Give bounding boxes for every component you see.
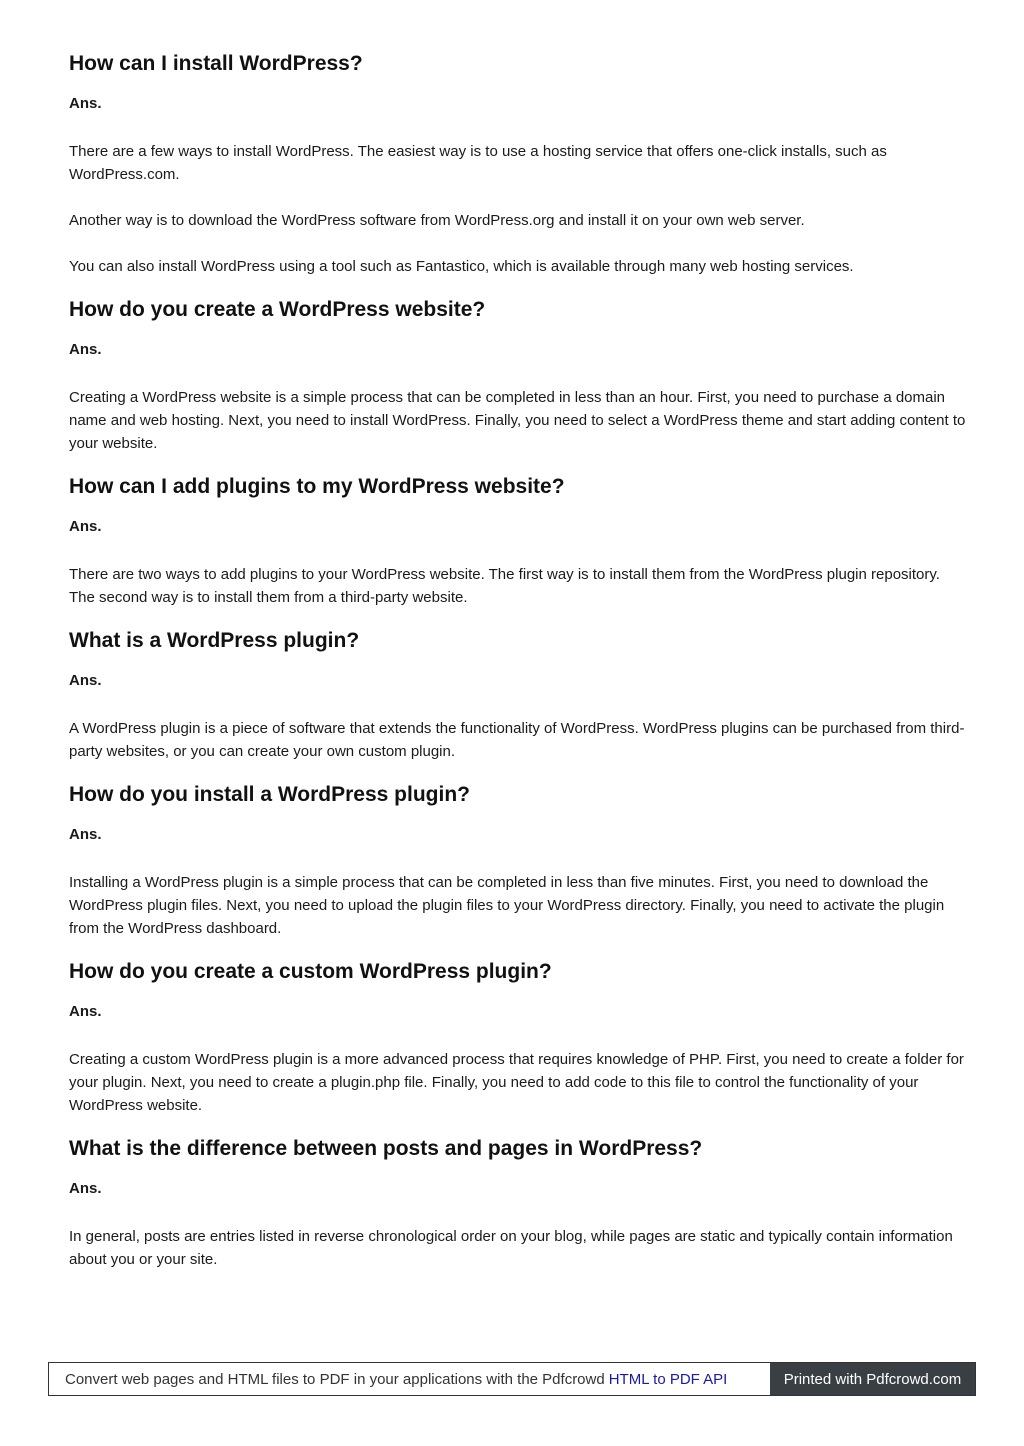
- answer-label: Ans.: [69, 518, 102, 535]
- answer-label: Ans.: [69, 826, 102, 843]
- faq-question: How do you install a WordPress plugin?: [69, 783, 470, 806]
- faq-content: [69, 48, 969, 1271]
- answer-paragraph: You can also install WordPress using a tool such as Fantastico, which is available through many web hosting services.: [69, 258, 854, 275]
- footer-promo: [49, 1363, 770, 1395]
- answer-label: Ans.: [69, 1003, 102, 1020]
- faq-section: [69, 956, 969, 1117]
- faq-question: What is the difference between posts and pages in WordPress?: [69, 1137, 703, 1160]
- faq-section: [69, 471, 969, 609]
- answer-paragraph: In general, posts are entries listed in reverse chronological order on your blog, while pages are static and typically contain information about you or your site.: [69, 1228, 953, 1268]
- faq-section: [69, 48, 969, 278]
- answer-label: Ans.: [69, 672, 102, 689]
- answer-paragraph: Creating a custom WordPress plugin is a more advanced process that requires knowledge of PHP. First, you need to create a folder for your plugin. Next, you need to create a plugin.php file. Finally, you need to add code to this file to control the functionality of your WordPress website.: [69, 1051, 964, 1114]
- faq-section: [69, 294, 969, 455]
- faq-question: What is a WordPress plugin?: [69, 629, 360, 652]
- faq-question: How do you create a custom WordPress plugin?: [69, 960, 552, 983]
- faq-question: How can I add plugins to my WordPress website?: [69, 475, 565, 498]
- answer-paragraph: Creating a WordPress website is a simple process that can be completed in less than an hour. First, you need to purchase a domain name and web hosting. Next, you need to install WordPress. Finally, you need to select a WordPress theme and start adding content to your website.: [69, 389, 966, 452]
- answer-label: Ans.: [69, 341, 102, 358]
- answer-paragraph: Another way is to download the WordPress software from WordPress.org and install it on your own web server.: [69, 212, 805, 229]
- printed-with-pdfcrowd-link[interactable]: Printed with Pdfcrowd.com: [770, 1363, 975, 1395]
- faq-section: [69, 779, 969, 940]
- answer-paragraph: There are a few ways to install WordPress. The easiest way is to use a hosting service that offers one-click installs, such as WordPress.com.: [69, 143, 887, 183]
- faq-question: How do you create a WordPress website?: [69, 298, 486, 321]
- faq-section: [69, 625, 969, 763]
- pdfcrowd-footer-banner: [48, 1362, 976, 1396]
- faq-section: [69, 1133, 969, 1271]
- answer-paragraph: A WordPress plugin is a piece of software that extends the functionality of WordPress. WordPress plugins can be purchased from third-party websites, or you can create your own custom plugin.: [69, 720, 965, 760]
- answer-paragraph: There are two ways to add plugins to your WordPress website. The first way is to install them from the WordPress plugin repository. The second way is to install them from a third-party website.: [69, 566, 940, 606]
- answer-label: Ans.: [69, 95, 102, 112]
- answer-label: Ans.: [69, 1180, 102, 1197]
- faq-question: How can I install WordPress?: [69, 52, 363, 75]
- footer-promo-text: Convert web pages and HTML files to PDF in your applications with the Pdfcrowd: [65, 1370, 605, 1388]
- answer-paragraph: Installing a WordPress plugin is a simple process that can be completed in less than five minutes. First, you need to download the WordPress plugin files. Next, you need to upload the plugin files to your WordPress directory. Finally, you need to activate the plugin from the WordPress dashboard.: [69, 874, 945, 937]
- html-to-pdf-api-link[interactable]: HTML to PDF API: [608, 1370, 728, 1388]
